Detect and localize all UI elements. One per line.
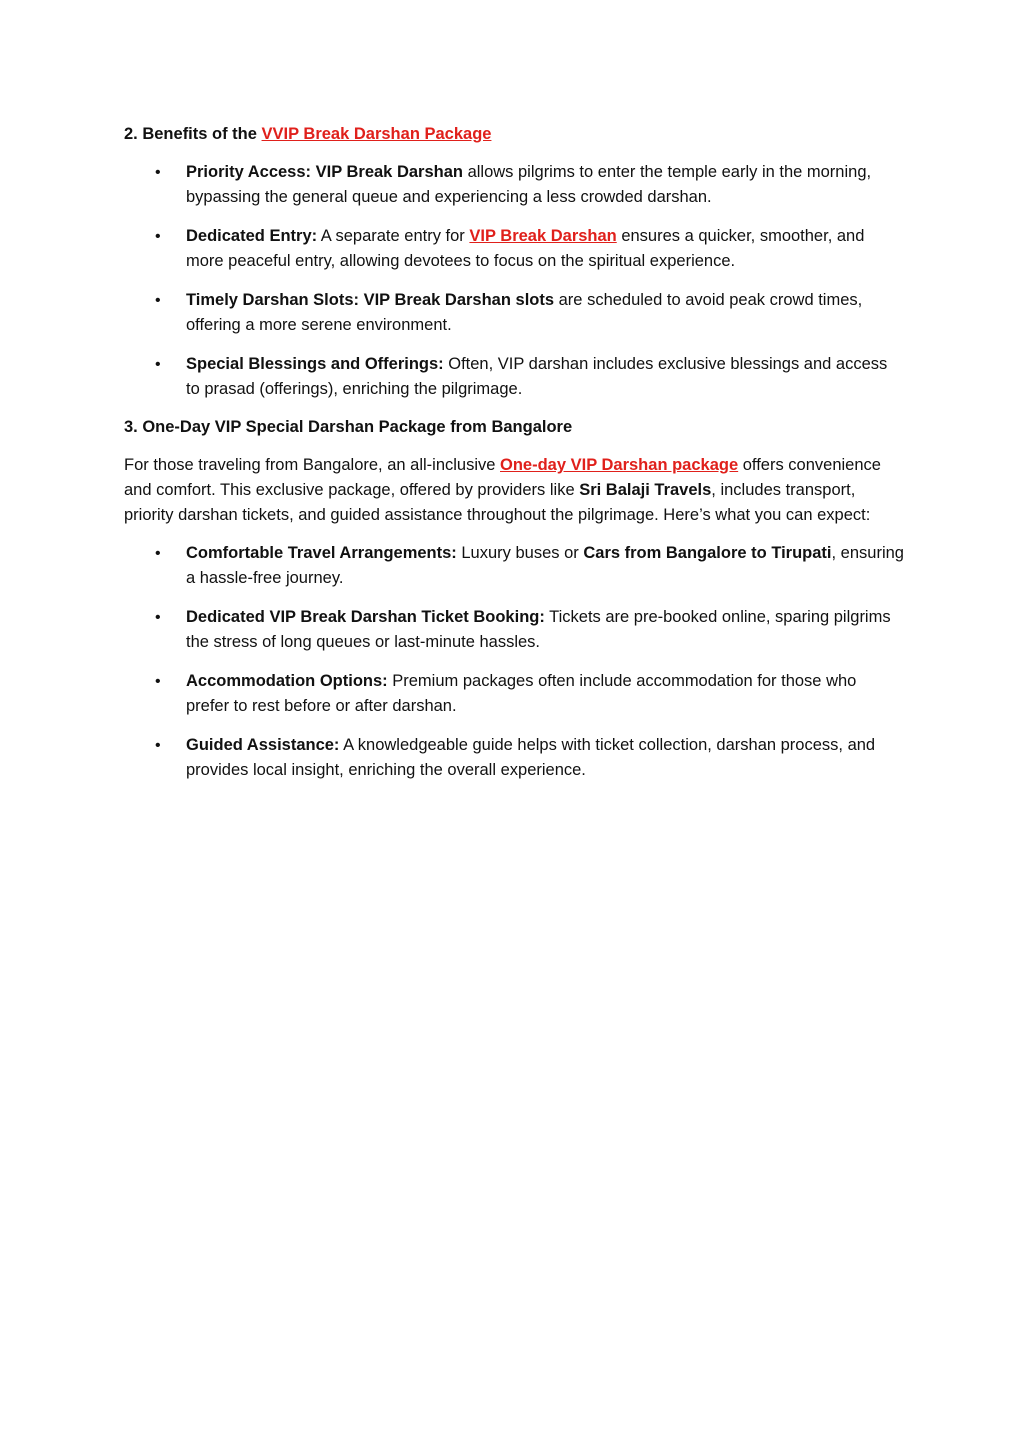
section-2-heading-text: 2. Benefits of the (124, 125, 262, 143)
list-item-label: Priority Access: VIP Break Darshan (186, 163, 463, 181)
list-item-text: Often, VIP darshan includes exclusive blessings and access to prasad (offerings), enriching the pilgrimage. (186, 355, 888, 398)
paragraph-text: , includes transport, priority darshan tickets, and guided assistance throughout the pilgrimage. Here’s what you can expect: (124, 481, 871, 524)
list-item-text: Luxury buses or (456, 544, 584, 562)
list-item (124, 288, 904, 338)
list-item (124, 605, 904, 655)
section-3-heading: 3. One-Day VIP Special Darshan Package from Bangalore (124, 418, 573, 436)
list-item-label: Dedicated Entry: (186, 227, 318, 245)
bullet-icon: • (155, 545, 161, 562)
bullet-icon: • (155, 164, 161, 181)
vvip-break-darshan-package-link[interactable]: VVIP Break Darshan Package (261, 125, 492, 143)
list-item-text: A knowledgeable guide helps with ticket collection, darshan process, and provides local insight, enriching the overall experience. (186, 736, 876, 779)
section-3-features-list (124, 541, 904, 783)
list-item (124, 160, 904, 210)
list-item-label: Guided Assistance: (186, 736, 340, 754)
list-item (124, 669, 904, 719)
bullet-icon: • (155, 737, 161, 754)
section-2-heading (124, 122, 904, 147)
paragraph-text: offers convenience and comfort. This exclusive package, offered by providers like (124, 456, 881, 499)
list-item-label: Special Blessings and Offerings: (186, 355, 444, 373)
list-item (124, 541, 904, 591)
list-item (124, 224, 904, 274)
list-item-label: Timely Darshan Slots: VIP Break Darshan slots (186, 291, 555, 309)
paragraph-text: For those traveling from Bangalore, an all-inclusive (124, 456, 501, 474)
list-item-text: allows pilgrims to enter the temple early in the morning, bypassing the general queue and experiencing a less crowded darshan. (186, 163, 872, 206)
document-content (124, 122, 904, 796)
list-item-text: ensures a quicker, smoother, and more peaceful entry, allowing devotees to focus on the spiritual experience. (186, 227, 865, 270)
one-day-vip-darshan-package-link[interactable]: One-day VIP Darshan package (500, 456, 739, 474)
bullet-icon: • (155, 609, 161, 626)
section-2-benefits-list (124, 160, 904, 402)
bullet-icon: • (155, 673, 161, 690)
list-item-label: Accommodation Options: (186, 672, 388, 690)
list-item (124, 733, 904, 783)
bullet-icon: • (155, 356, 161, 373)
section-3-intro-paragraph (124, 453, 904, 528)
list-item-text: are scheduled to avoid peak crowd times, offering a more serene environment. (186, 291, 863, 334)
list-item-label: Comfortable Travel Arrangements: (186, 544, 457, 562)
list-item (124, 352, 904, 402)
list-item-text: Premium packages often include accommodation for those who prefer to rest before or after darshan. (186, 672, 857, 715)
bullet-icon: • (155, 292, 161, 309)
list-item-label: Dedicated VIP Break Darshan Ticket Booking: (186, 608, 545, 626)
bullet-icon: • (155, 228, 161, 245)
list-item-text: , ensuring a hassle-free journey. (186, 544, 904, 587)
list-item-text: Tickets are pre-booked online, sparing pilgrims the stress of long queues or last-minute hassles. (186, 608, 891, 651)
list-item-emphasis: Cars from Bangalore to Tirupati (583, 544, 832, 562)
provider-name: Sri Balaji Travels (579, 481, 712, 499)
list-item-text: A separate entry for (317, 227, 470, 245)
vip-break-darshan-link[interactable]: VIP Break Darshan (469, 227, 617, 245)
